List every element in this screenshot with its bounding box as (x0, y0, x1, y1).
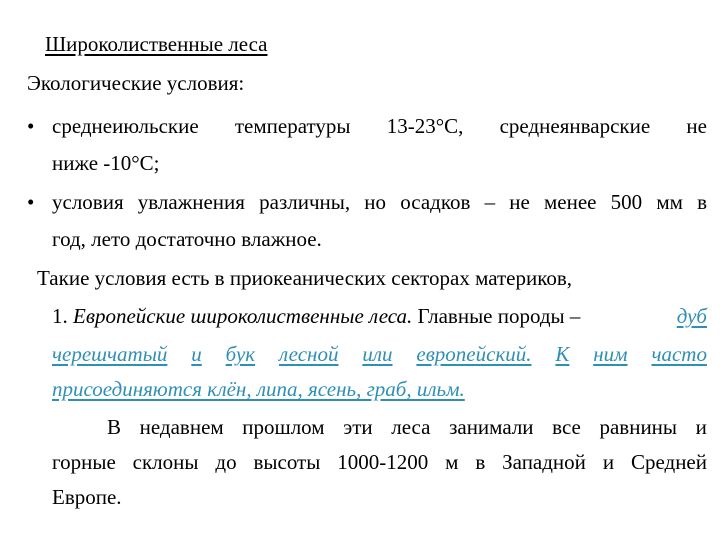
word: занимали (449, 415, 534, 439)
word: равнины (599, 415, 678, 439)
word[interactable]: ним (593, 342, 628, 366)
history-line-2 (52, 444, 707, 481)
word: и (602, 450, 615, 474)
word[interactable]: бук (225, 342, 256, 366)
word[interactable]: и (191, 342, 202, 366)
word[interactable]: часто (651, 342, 707, 366)
word: среднеянварские (499, 114, 651, 138)
bullet-icon: • (27, 114, 35, 138)
sectors-sentence: Такие условия есть в приокеанических секторах материков, (37, 266, 573, 290)
word[interactable]: К (555, 342, 570, 366)
europe-intro (52, 298, 580, 335)
word: в (697, 190, 707, 214)
word: 500 (610, 190, 643, 214)
word: в (475, 450, 486, 474)
word: не (686, 114, 707, 138)
europe-line-3[interactable]: присоединяются клён, липа, ясень, граб, ильм. (52, 377, 465, 401)
conditions-heading: Экологические условия: (27, 71, 245, 95)
word[interactable]: европейский. (416, 342, 532, 366)
europe-line-1 (52, 298, 707, 335)
word: и (695, 415, 707, 439)
word: горные (52, 450, 116, 474)
word: леса (391, 415, 431, 439)
word: В (107, 415, 122, 439)
word: все (552, 415, 581, 439)
word: увлажнения (137, 190, 245, 214)
word: склоны (132, 450, 199, 474)
word: но (364, 190, 387, 214)
word: менее (543, 190, 597, 214)
word: эти (343, 415, 373, 439)
bullet-1-line-2: ниже -10°С; (52, 151, 160, 175)
history-line-3: Европе. (52, 485, 122, 509)
species-link-oak[interactable]: дуб (676, 304, 707, 328)
europe-number: 1. (52, 304, 68, 328)
europe-italic-title: Европейские широколиственные леса. (73, 304, 413, 328)
word[interactable]: или (362, 342, 393, 366)
word: различны, (259, 190, 351, 214)
word: – (484, 190, 496, 214)
word: 13-23°С, (386, 114, 464, 138)
word: до (215, 450, 237, 474)
europe-main-species: Главные породы – (417, 304, 581, 328)
bullet-2-line-2: год, лето достаточно влажное. (52, 227, 322, 251)
page-title: Широколиственные леса (45, 32, 268, 56)
word: среднеиюльские (52, 114, 199, 138)
word: высоты (253, 450, 321, 474)
word[interactable]: черешчатый (52, 342, 168, 366)
word: условия (52, 190, 124, 214)
europe-line-2[interactable] (52, 336, 707, 373)
word: мм (656, 190, 683, 214)
word: недавнем (139, 415, 224, 439)
word: не (509, 190, 530, 214)
bullet-1-line-1 (52, 108, 707, 145)
word: осадков (400, 190, 471, 214)
word[interactable]: лесной (278, 342, 339, 366)
word: 1000-1200 (337, 450, 429, 474)
bullet-icon: • (27, 190, 35, 214)
word: м (445, 450, 459, 474)
word: Западной (502, 450, 586, 474)
history-line-1 (107, 409, 707, 446)
bullet-2-line-1 (52, 184, 707, 221)
word: прошлом (242, 415, 325, 439)
word: Средней (630, 450, 707, 474)
word: температуры (234, 114, 351, 138)
